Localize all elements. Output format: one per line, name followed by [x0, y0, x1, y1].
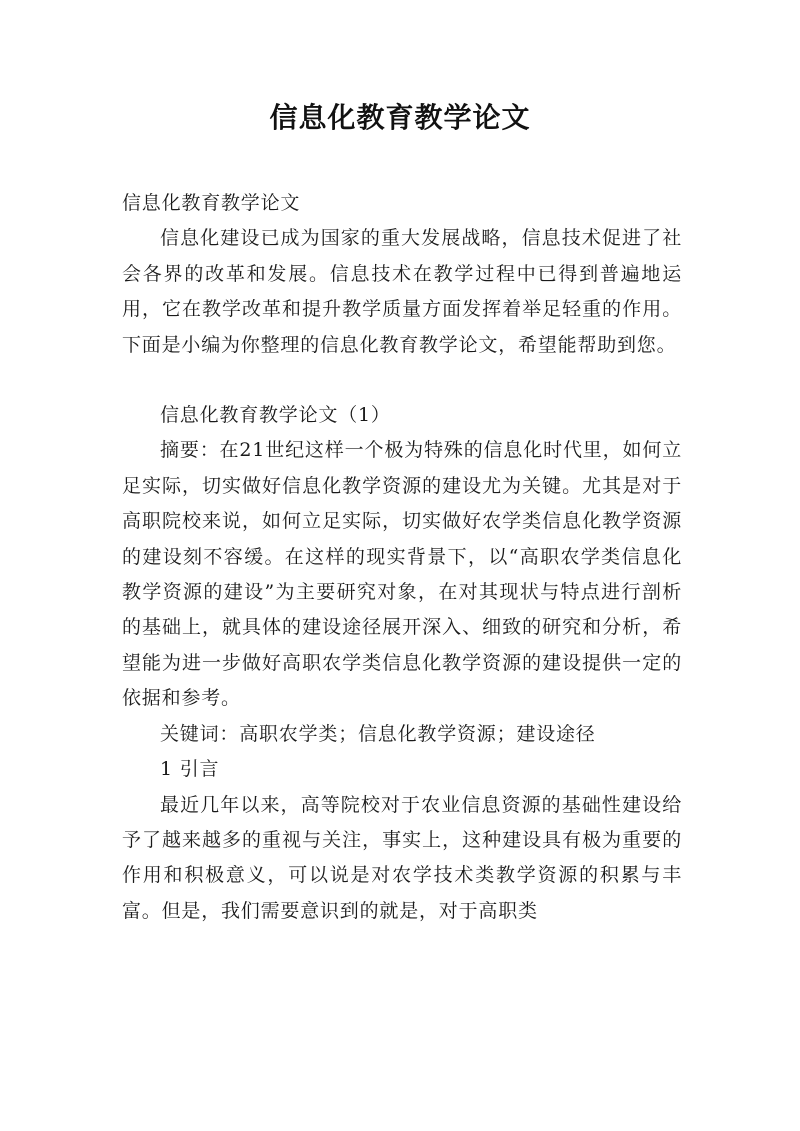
body-paragraph: 最近几年以来，高等院校对于农业信息资源的基础性建设给予了越来越多的重视与关注，事实上，这种建设具有极为重要的作用和积极意义，可以说是对农学技术类教学资源的积累与丰富。但是，我们需要意识到的就是，对于高职类 — [122, 793, 682, 922]
document-body — [122, 186, 682, 929]
document-title: 信息化教育教学论文 — [269, 101, 531, 134]
section-heading: 信息化教育教学论文（1） — [160, 404, 391, 427]
intro-paragraph: 信息化建设已成为国家的重大发展战略，信息技术促进了社会各界的改革和发展。信息技术在教学过程中已得到普遍地运用，它在教学改革和提升教学质量方面发挥着举足轻重的作用。下面是小编为你整理的信息化教育教学论文，希望能帮助到您。 — [122, 227, 682, 356]
abstract-paragraph: 摘要：在21世纪这样一个极为特殊的信息化时代里，如何立足实际，切实做好信息化教学资源的建设尤为关键。尤其是对于高职院校来说，如何立足实际，切实做好农学类信息化教学资源的建设刻不容缓。在这样的现实背景下，以“高职农学类信息化教学资源的建设”为主要研究对象，在对其现状与特点进行剖析的基础上，就具体的建设途径展开深入、细致的研究和分析，希望能为进一步做好高职农学类信息化教学资源的建设提供一定的依据和参考。 — [122, 439, 682, 710]
intro-heading: 1 引言 — [160, 758, 220, 781]
keywords-line: 关键词：高职农学类；信息化教学资源；建设途径 — [160, 722, 596, 745]
paragraph-gap — [122, 363, 682, 398]
document-subtitle: 信息化教育教学论文 — [122, 192, 301, 214]
